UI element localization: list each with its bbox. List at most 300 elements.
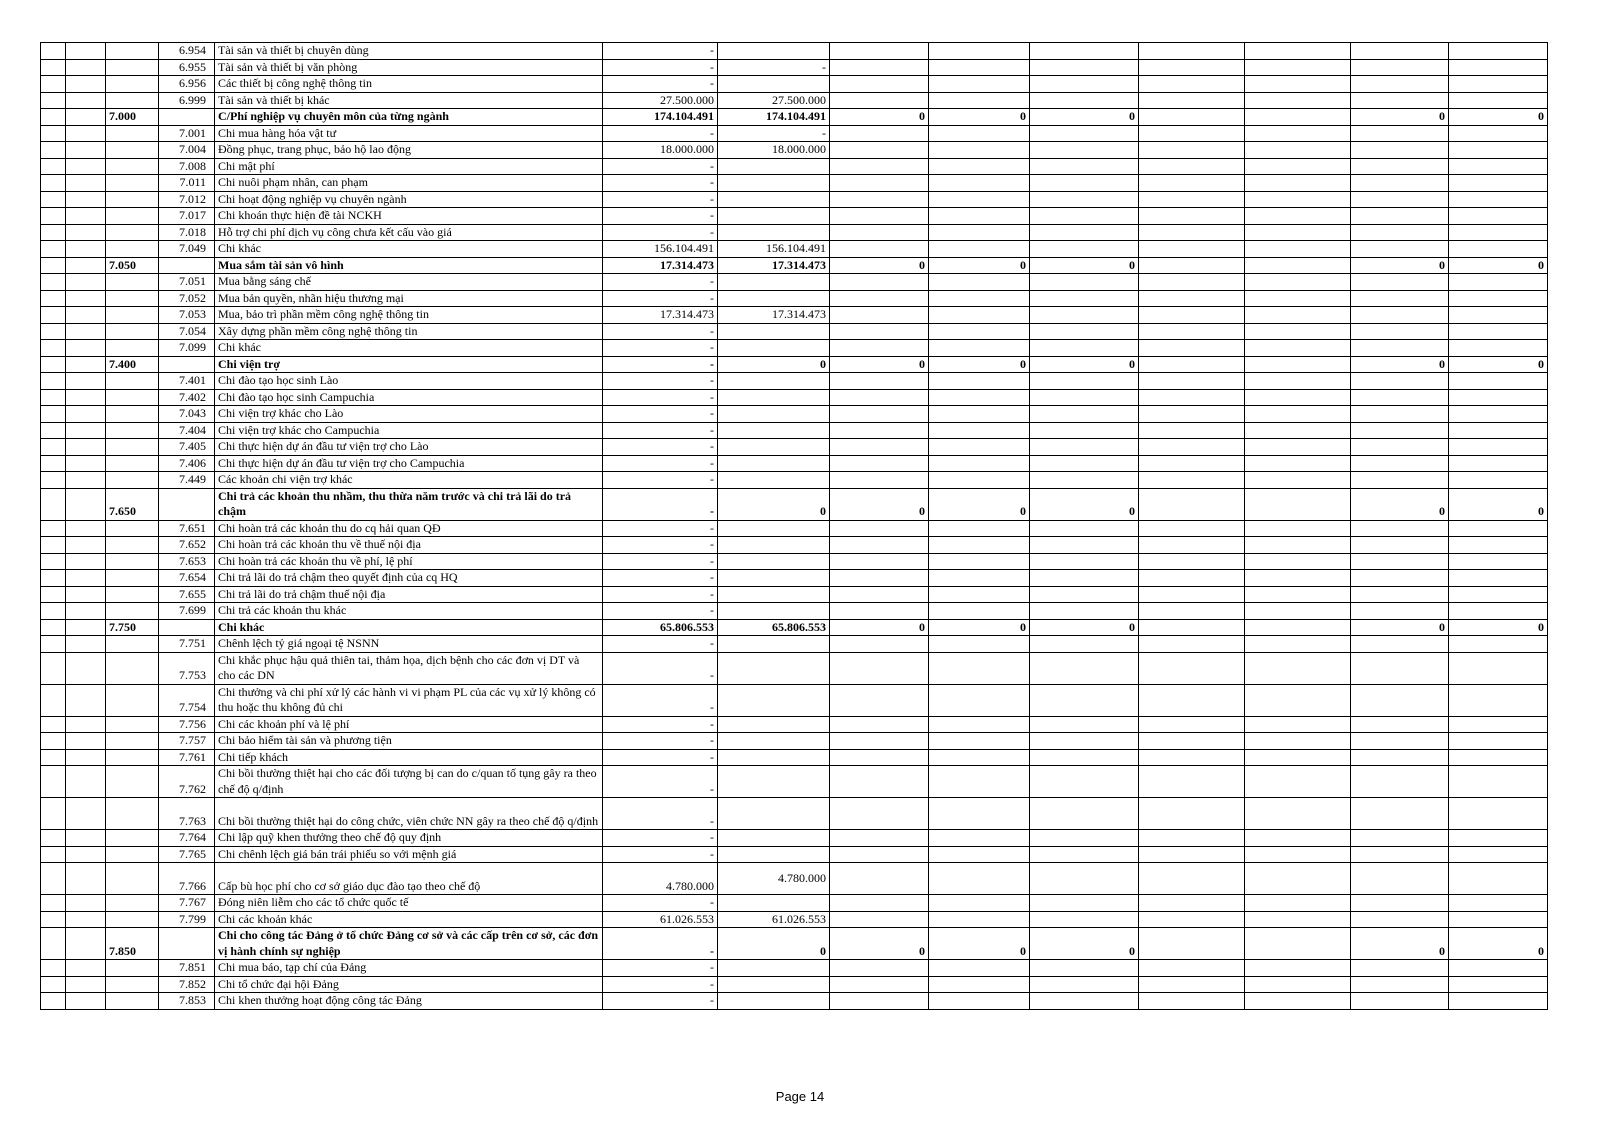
cell-estimate: - bbox=[603, 553, 718, 570]
cell-actual: 61.026.553 bbox=[718, 911, 830, 928]
cell-group-code: 7.000 bbox=[106, 109, 159, 126]
cell-extra-1 bbox=[830, 766, 929, 798]
cell-item-code: 7.765 bbox=[159, 846, 215, 863]
cell-col-2 bbox=[66, 406, 106, 423]
cell-col-1 bbox=[41, 142, 66, 159]
cell-extra-3 bbox=[1030, 92, 1139, 109]
cell-col-2 bbox=[66, 863, 106, 895]
cell-actual: 4.780.000 bbox=[718, 863, 830, 895]
cell-col-2 bbox=[66, 290, 106, 307]
cell-extra-3 bbox=[1030, 241, 1139, 258]
cell-extra-3 bbox=[1030, 274, 1139, 291]
cell-item-code: 7.018 bbox=[159, 224, 215, 241]
cell-col-2 bbox=[66, 307, 106, 324]
cell-extra-2 bbox=[929, 92, 1030, 109]
cell-extra-1 bbox=[830, 241, 929, 258]
cell-extra-1: 0 bbox=[830, 928, 929, 960]
cell-extra-6 bbox=[1351, 241, 1449, 258]
cell-item-code: 7.762 bbox=[159, 766, 215, 798]
cell-col-2 bbox=[66, 340, 106, 357]
cell-extra-2 bbox=[929, 76, 1030, 93]
cell-group-code bbox=[106, 274, 159, 291]
cell-extra-2 bbox=[929, 993, 1030, 1010]
cell-extra-5 bbox=[1245, 422, 1351, 439]
cell-estimate: - bbox=[603, 356, 718, 373]
cell-extra-6 bbox=[1351, 208, 1449, 225]
cell-extra-5 bbox=[1245, 323, 1351, 340]
cell-item-code: 7.753 bbox=[159, 652, 215, 684]
cell-extra-3 bbox=[1030, 586, 1139, 603]
cell-extra-4 bbox=[1139, 570, 1245, 587]
cell-description: Chi mật phí bbox=[215, 158, 603, 175]
cell-extra-6 bbox=[1351, 716, 1449, 733]
cell-actual bbox=[718, 323, 830, 340]
cell-extra-2 bbox=[929, 208, 1030, 225]
table-row bbox=[41, 76, 1548, 93]
cell-actual bbox=[718, 389, 830, 406]
cell-item-code: 7.851 bbox=[159, 960, 215, 977]
cell-extra-6 bbox=[1351, 455, 1449, 472]
cell-extra-4 bbox=[1139, 928, 1245, 960]
cell-col-1 bbox=[41, 911, 66, 928]
table-row bbox=[41, 340, 1548, 357]
cell-col-1 bbox=[41, 290, 66, 307]
cell-actual bbox=[718, 175, 830, 192]
table-row bbox=[41, 175, 1548, 192]
cell-group-code bbox=[106, 158, 159, 175]
cell-extra-3 bbox=[1030, 733, 1139, 750]
cell-extra-4 bbox=[1139, 603, 1245, 620]
cell-col-1 bbox=[41, 158, 66, 175]
cell-extra-6 bbox=[1351, 603, 1449, 620]
cell-extra-5 bbox=[1245, 76, 1351, 93]
cell-extra-5 bbox=[1245, 603, 1351, 620]
cell-extra-1 bbox=[830, 863, 929, 895]
cell-item-code bbox=[159, 257, 215, 274]
cell-extra-5 bbox=[1245, 911, 1351, 928]
cell-col-2 bbox=[66, 455, 106, 472]
cell-item-code: 7.761 bbox=[159, 749, 215, 766]
cell-extra-1 bbox=[830, 537, 929, 554]
cell-estimate: - bbox=[603, 340, 718, 357]
cell-extra-1 bbox=[830, 125, 929, 142]
cell-description: Chi khác bbox=[215, 619, 603, 636]
cell-col-2 bbox=[66, 684, 106, 716]
cell-estimate: - bbox=[603, 274, 718, 291]
cell-extra-6 bbox=[1351, 749, 1449, 766]
table-row bbox=[41, 960, 1548, 977]
cell-col-1 bbox=[41, 356, 66, 373]
cell-item-code: 7.763 bbox=[159, 798, 215, 830]
cell-extra-7: 0 bbox=[1449, 356, 1548, 373]
cell-extra-4 bbox=[1139, 356, 1245, 373]
cell-extra-4 bbox=[1139, 373, 1245, 390]
cell-extra-4 bbox=[1139, 895, 1245, 912]
cell-extra-2: 0 bbox=[929, 257, 1030, 274]
cell-col-1 bbox=[41, 224, 66, 241]
cell-estimate: - bbox=[603, 895, 718, 912]
cell-item-code: 7.099 bbox=[159, 340, 215, 357]
cell-actual bbox=[718, 290, 830, 307]
cell-description: Chi trả các khoản thu nhầm, thu thừa năm trước và chi trả lãi do trả chậm bbox=[215, 488, 603, 520]
table-row bbox=[41, 570, 1548, 587]
cell-extra-1 bbox=[830, 846, 929, 863]
cell-extra-7 bbox=[1449, 976, 1548, 993]
cell-actual: - bbox=[718, 59, 830, 76]
cell-extra-2 bbox=[929, 960, 1030, 977]
cell-extra-3: 0 bbox=[1030, 488, 1139, 520]
cell-actual: 18.000.000 bbox=[718, 142, 830, 159]
cell-col-2 bbox=[66, 603, 106, 620]
cell-extra-2 bbox=[929, 520, 1030, 537]
cell-col-2 bbox=[66, 422, 106, 439]
table-row bbox=[41, 895, 1548, 912]
cell-actual bbox=[718, 406, 830, 423]
cell-col-2 bbox=[66, 619, 106, 636]
cell-extra-6: 0 bbox=[1351, 928, 1449, 960]
cell-extra-5 bbox=[1245, 520, 1351, 537]
table-row bbox=[41, 356, 1548, 373]
cell-extra-2 bbox=[929, 716, 1030, 733]
cell-item-code bbox=[159, 928, 215, 960]
cell-extra-6 bbox=[1351, 92, 1449, 109]
cell-extra-4 bbox=[1139, 59, 1245, 76]
cell-group-code bbox=[106, 142, 159, 159]
cell-extra-7 bbox=[1449, 911, 1548, 928]
cell-actual bbox=[718, 652, 830, 684]
cell-actual: 17.314.473 bbox=[718, 257, 830, 274]
cell-description: Đồng phục, trang phục, bảo hộ lao động bbox=[215, 142, 603, 159]
cell-extra-4 bbox=[1139, 241, 1245, 258]
cell-col-2 bbox=[66, 830, 106, 847]
cell-estimate: 18.000.000 bbox=[603, 142, 718, 159]
cell-extra-1 bbox=[830, 92, 929, 109]
cell-extra-1 bbox=[830, 323, 929, 340]
cell-extra-7 bbox=[1449, 472, 1548, 489]
cell-extra-4 bbox=[1139, 455, 1245, 472]
table-row bbox=[41, 749, 1548, 766]
cell-extra-1: 0 bbox=[830, 356, 929, 373]
cell-extra-5 bbox=[1245, 92, 1351, 109]
cell-group-code bbox=[106, 749, 159, 766]
cell-item-code: 7.757 bbox=[159, 733, 215, 750]
cell-group-code bbox=[106, 323, 159, 340]
cell-estimate: - bbox=[603, 422, 718, 439]
cell-extra-4 bbox=[1139, 993, 1245, 1010]
table-row bbox=[41, 191, 1548, 208]
cell-extra-2 bbox=[929, 43, 1030, 60]
cell-extra-6 bbox=[1351, 636, 1449, 653]
cell-group-code bbox=[106, 76, 159, 93]
cell-extra-6 bbox=[1351, 586, 1449, 603]
cell-actual bbox=[718, 733, 830, 750]
cell-estimate: - bbox=[603, 472, 718, 489]
cell-col-2 bbox=[66, 570, 106, 587]
cell-extra-1 bbox=[830, 895, 929, 912]
cell-extra-2 bbox=[929, 224, 1030, 241]
cell-estimate: 61.026.553 bbox=[603, 911, 718, 928]
cell-col-1 bbox=[41, 307, 66, 324]
cell-col-2 bbox=[66, 191, 106, 208]
cell-estimate: - bbox=[603, 716, 718, 733]
cell-extra-3 bbox=[1030, 911, 1139, 928]
cell-extra-4 bbox=[1139, 109, 1245, 126]
cell-extra-2 bbox=[929, 142, 1030, 159]
cell-extra-6 bbox=[1351, 439, 1449, 456]
cell-description: Chi mua báo, tạp chí của Đảng bbox=[215, 960, 603, 977]
cell-extra-2 bbox=[929, 911, 1030, 928]
cell-extra-5 bbox=[1245, 928, 1351, 960]
budget-table bbox=[40, 42, 1548, 1010]
table-row bbox=[41, 92, 1548, 109]
cell-col-1 bbox=[41, 766, 66, 798]
cell-group-code bbox=[106, 976, 159, 993]
cell-actual bbox=[718, 553, 830, 570]
cell-item-code: 7.043 bbox=[159, 406, 215, 423]
cell-description: Chi khoán thực hiện đề tài NCKH bbox=[215, 208, 603, 225]
cell-extra-4 bbox=[1139, 553, 1245, 570]
cell-extra-3 bbox=[1030, 636, 1139, 653]
cell-col-2 bbox=[66, 652, 106, 684]
cell-extra-5 bbox=[1245, 798, 1351, 830]
table-row bbox=[41, 830, 1548, 847]
cell-extra-2 bbox=[929, 241, 1030, 258]
cell-extra-6 bbox=[1351, 766, 1449, 798]
cell-extra-5 bbox=[1245, 290, 1351, 307]
cell-extra-5 bbox=[1245, 895, 1351, 912]
cell-col-2 bbox=[66, 92, 106, 109]
cell-extra-3 bbox=[1030, 716, 1139, 733]
cell-estimate: 65.806.553 bbox=[603, 619, 718, 636]
cell-extra-7 bbox=[1449, 520, 1548, 537]
table-row bbox=[41, 846, 1548, 863]
cell-extra-2 bbox=[929, 406, 1030, 423]
cell-actual bbox=[718, 798, 830, 830]
table-row bbox=[41, 798, 1548, 830]
cell-group-code bbox=[106, 895, 159, 912]
cell-extra-6 bbox=[1351, 911, 1449, 928]
cell-extra-4 bbox=[1139, 439, 1245, 456]
cell-description: Chi chênh lệch giá bán trái phiếu so với mệnh giá bbox=[215, 846, 603, 863]
cell-actual: - bbox=[718, 125, 830, 142]
cell-extra-3: 0 bbox=[1030, 257, 1139, 274]
cell-extra-2 bbox=[929, 422, 1030, 439]
cell-extra-7: 0 bbox=[1449, 488, 1548, 520]
cell-extra-2 bbox=[929, 684, 1030, 716]
cell-extra-3 bbox=[1030, 603, 1139, 620]
cell-col-2 bbox=[66, 59, 106, 76]
cell-description: Chi hoàn trả các khoản thu về thuế nội địa bbox=[215, 537, 603, 554]
cell-extra-2 bbox=[929, 553, 1030, 570]
cell-item-code: 7.449 bbox=[159, 472, 215, 489]
cell-group-code bbox=[106, 798, 159, 830]
cell-extra-7 bbox=[1449, 570, 1548, 587]
cell-extra-2 bbox=[929, 125, 1030, 142]
cell-estimate: - bbox=[603, 175, 718, 192]
cell-extra-5 bbox=[1245, 586, 1351, 603]
cell-description: Chi khắc phục hậu quả thiên tai, thảm họa, dịch bệnh cho các đơn vị DT và cho các DN bbox=[215, 652, 603, 684]
table-row bbox=[41, 142, 1548, 159]
table-row bbox=[41, 636, 1548, 653]
cell-extra-2: 0 bbox=[929, 928, 1030, 960]
cell-extra-6 bbox=[1351, 175, 1449, 192]
cell-extra-5 bbox=[1245, 684, 1351, 716]
cell-extra-4 bbox=[1139, 323, 1245, 340]
cell-extra-6 bbox=[1351, 422, 1449, 439]
cell-extra-1 bbox=[830, 733, 929, 750]
cell-extra-5 bbox=[1245, 43, 1351, 60]
cell-extra-6 bbox=[1351, 59, 1449, 76]
cell-actual: 65.806.553 bbox=[718, 619, 830, 636]
cell-item-code: 7.051 bbox=[159, 274, 215, 291]
cell-extra-6: 0 bbox=[1351, 257, 1449, 274]
cell-item-code: 7.756 bbox=[159, 716, 215, 733]
cell-actual bbox=[718, 586, 830, 603]
cell-extra-5 bbox=[1245, 553, 1351, 570]
table-row bbox=[41, 863, 1548, 895]
table-row bbox=[41, 652, 1548, 684]
cell-extra-3 bbox=[1030, 570, 1139, 587]
cell-group-code bbox=[106, 960, 159, 977]
cell-extra-4 bbox=[1139, 340, 1245, 357]
cell-extra-2 bbox=[929, 798, 1030, 830]
cell-extra-1 bbox=[830, 960, 929, 977]
cell-extra-4 bbox=[1139, 43, 1245, 60]
cell-extra-2 bbox=[929, 323, 1030, 340]
cell-description: Mua, bảo trì phần mềm công nghệ thông tin bbox=[215, 307, 603, 324]
cell-description: Chi hoàn trả các khoản thu về phí, lệ phí bbox=[215, 553, 603, 570]
cell-estimate: - bbox=[603, 798, 718, 830]
cell-extra-2 bbox=[929, 586, 1030, 603]
table-row bbox=[41, 307, 1548, 324]
table-row bbox=[41, 586, 1548, 603]
cell-item-code: 7.402 bbox=[159, 389, 215, 406]
cell-col-1 bbox=[41, 960, 66, 977]
cell-extra-5 bbox=[1245, 373, 1351, 390]
cell-extra-1 bbox=[830, 798, 929, 830]
cell-col-2 bbox=[66, 274, 106, 291]
cell-col-2 bbox=[66, 716, 106, 733]
cell-item-code: 7.011 bbox=[159, 175, 215, 192]
cell-extra-7 bbox=[1449, 389, 1548, 406]
cell-estimate: - bbox=[603, 125, 718, 142]
cell-item-code: 6.999 bbox=[159, 92, 215, 109]
cell-description: C/Phí nghiệp vụ chuyên môn của từng ngành bbox=[215, 109, 603, 126]
cell-extra-4 bbox=[1139, 619, 1245, 636]
cell-actual bbox=[718, 716, 830, 733]
table-row bbox=[41, 553, 1548, 570]
cell-extra-5 bbox=[1245, 175, 1351, 192]
cell-extra-5 bbox=[1245, 208, 1351, 225]
cell-description: Chi mua hàng hóa vật tư bbox=[215, 125, 603, 142]
cell-extra-3: 0 bbox=[1030, 928, 1139, 960]
cell-extra-3 bbox=[1030, 798, 1139, 830]
cell-extra-2 bbox=[929, 373, 1030, 390]
cell-extra-5 bbox=[1245, 846, 1351, 863]
cell-item-code: 7.052 bbox=[159, 290, 215, 307]
cell-extra-6 bbox=[1351, 960, 1449, 977]
table-row bbox=[41, 43, 1548, 60]
cell-extra-6 bbox=[1351, 895, 1449, 912]
cell-extra-7 bbox=[1449, 241, 1548, 258]
cell-extra-5 bbox=[1245, 191, 1351, 208]
cell-extra-2 bbox=[929, 895, 1030, 912]
cell-extra-4 bbox=[1139, 422, 1245, 439]
cell-extra-1 bbox=[830, 586, 929, 603]
cell-extra-3 bbox=[1030, 59, 1139, 76]
cell-actual: 156.104.491 bbox=[718, 241, 830, 258]
cell-group-code bbox=[106, 340, 159, 357]
cell-extra-3 bbox=[1030, 142, 1139, 159]
cell-col-2 bbox=[66, 928, 106, 960]
table-row bbox=[41, 472, 1548, 489]
cell-actual bbox=[718, 895, 830, 912]
cell-estimate: - bbox=[603, 208, 718, 225]
cell-extra-1 bbox=[830, 307, 929, 324]
cell-group-code bbox=[106, 863, 159, 895]
cell-extra-3 bbox=[1030, 373, 1139, 390]
cell-extra-6 bbox=[1351, 191, 1449, 208]
cell-description: Chênh lệch tỷ giá ngoại tệ NSNN bbox=[215, 636, 603, 653]
cell-col-1 bbox=[41, 830, 66, 847]
cell-extra-2 bbox=[929, 830, 1030, 847]
cell-item-code: 7.699 bbox=[159, 603, 215, 620]
cell-description: Các khoản chi viện trợ khác bbox=[215, 472, 603, 489]
table-row bbox=[41, 290, 1548, 307]
cell-extra-2 bbox=[929, 307, 1030, 324]
cell-col-2 bbox=[66, 389, 106, 406]
cell-extra-4 bbox=[1139, 290, 1245, 307]
cell-col-2 bbox=[66, 323, 106, 340]
cell-col-1 bbox=[41, 323, 66, 340]
cell-item-code: 7.651 bbox=[159, 520, 215, 537]
cell-extra-4 bbox=[1139, 830, 1245, 847]
cell-estimate: - bbox=[603, 846, 718, 863]
cell-col-1 bbox=[41, 570, 66, 587]
cell-col-2 bbox=[66, 224, 106, 241]
cell-extra-3 bbox=[1030, 191, 1139, 208]
cell-col-1 bbox=[41, 749, 66, 766]
cell-extra-4 bbox=[1139, 766, 1245, 798]
cell-description: Chi viện trợ bbox=[215, 356, 603, 373]
table-row bbox=[41, 439, 1548, 456]
cell-group-code bbox=[106, 389, 159, 406]
cell-col-1 bbox=[41, 636, 66, 653]
cell-extra-3 bbox=[1030, 422, 1139, 439]
cell-extra-5 bbox=[1245, 830, 1351, 847]
cell-item-code: 7.049 bbox=[159, 241, 215, 258]
cell-col-1 bbox=[41, 928, 66, 960]
cell-col-1 bbox=[41, 537, 66, 554]
cell-extra-7 bbox=[1449, 142, 1548, 159]
cell-extra-2 bbox=[929, 749, 1030, 766]
cell-actual: 27.500.000 bbox=[718, 92, 830, 109]
cell-group-code bbox=[106, 520, 159, 537]
cell-actual bbox=[718, 846, 830, 863]
cell-estimate: - bbox=[603, 158, 718, 175]
cell-group-code bbox=[106, 652, 159, 684]
cell-col-1 bbox=[41, 422, 66, 439]
cell-extra-7 bbox=[1449, 274, 1548, 291]
cell-actual: 0 bbox=[718, 928, 830, 960]
cell-extra-2 bbox=[929, 59, 1030, 76]
cell-extra-3 bbox=[1030, 43, 1139, 60]
cell-col-1 bbox=[41, 175, 66, 192]
cell-extra-3 bbox=[1030, 406, 1139, 423]
cell-item-code: 7.053 bbox=[159, 307, 215, 324]
cell-extra-3 bbox=[1030, 340, 1139, 357]
cell-extra-1 bbox=[830, 652, 929, 684]
